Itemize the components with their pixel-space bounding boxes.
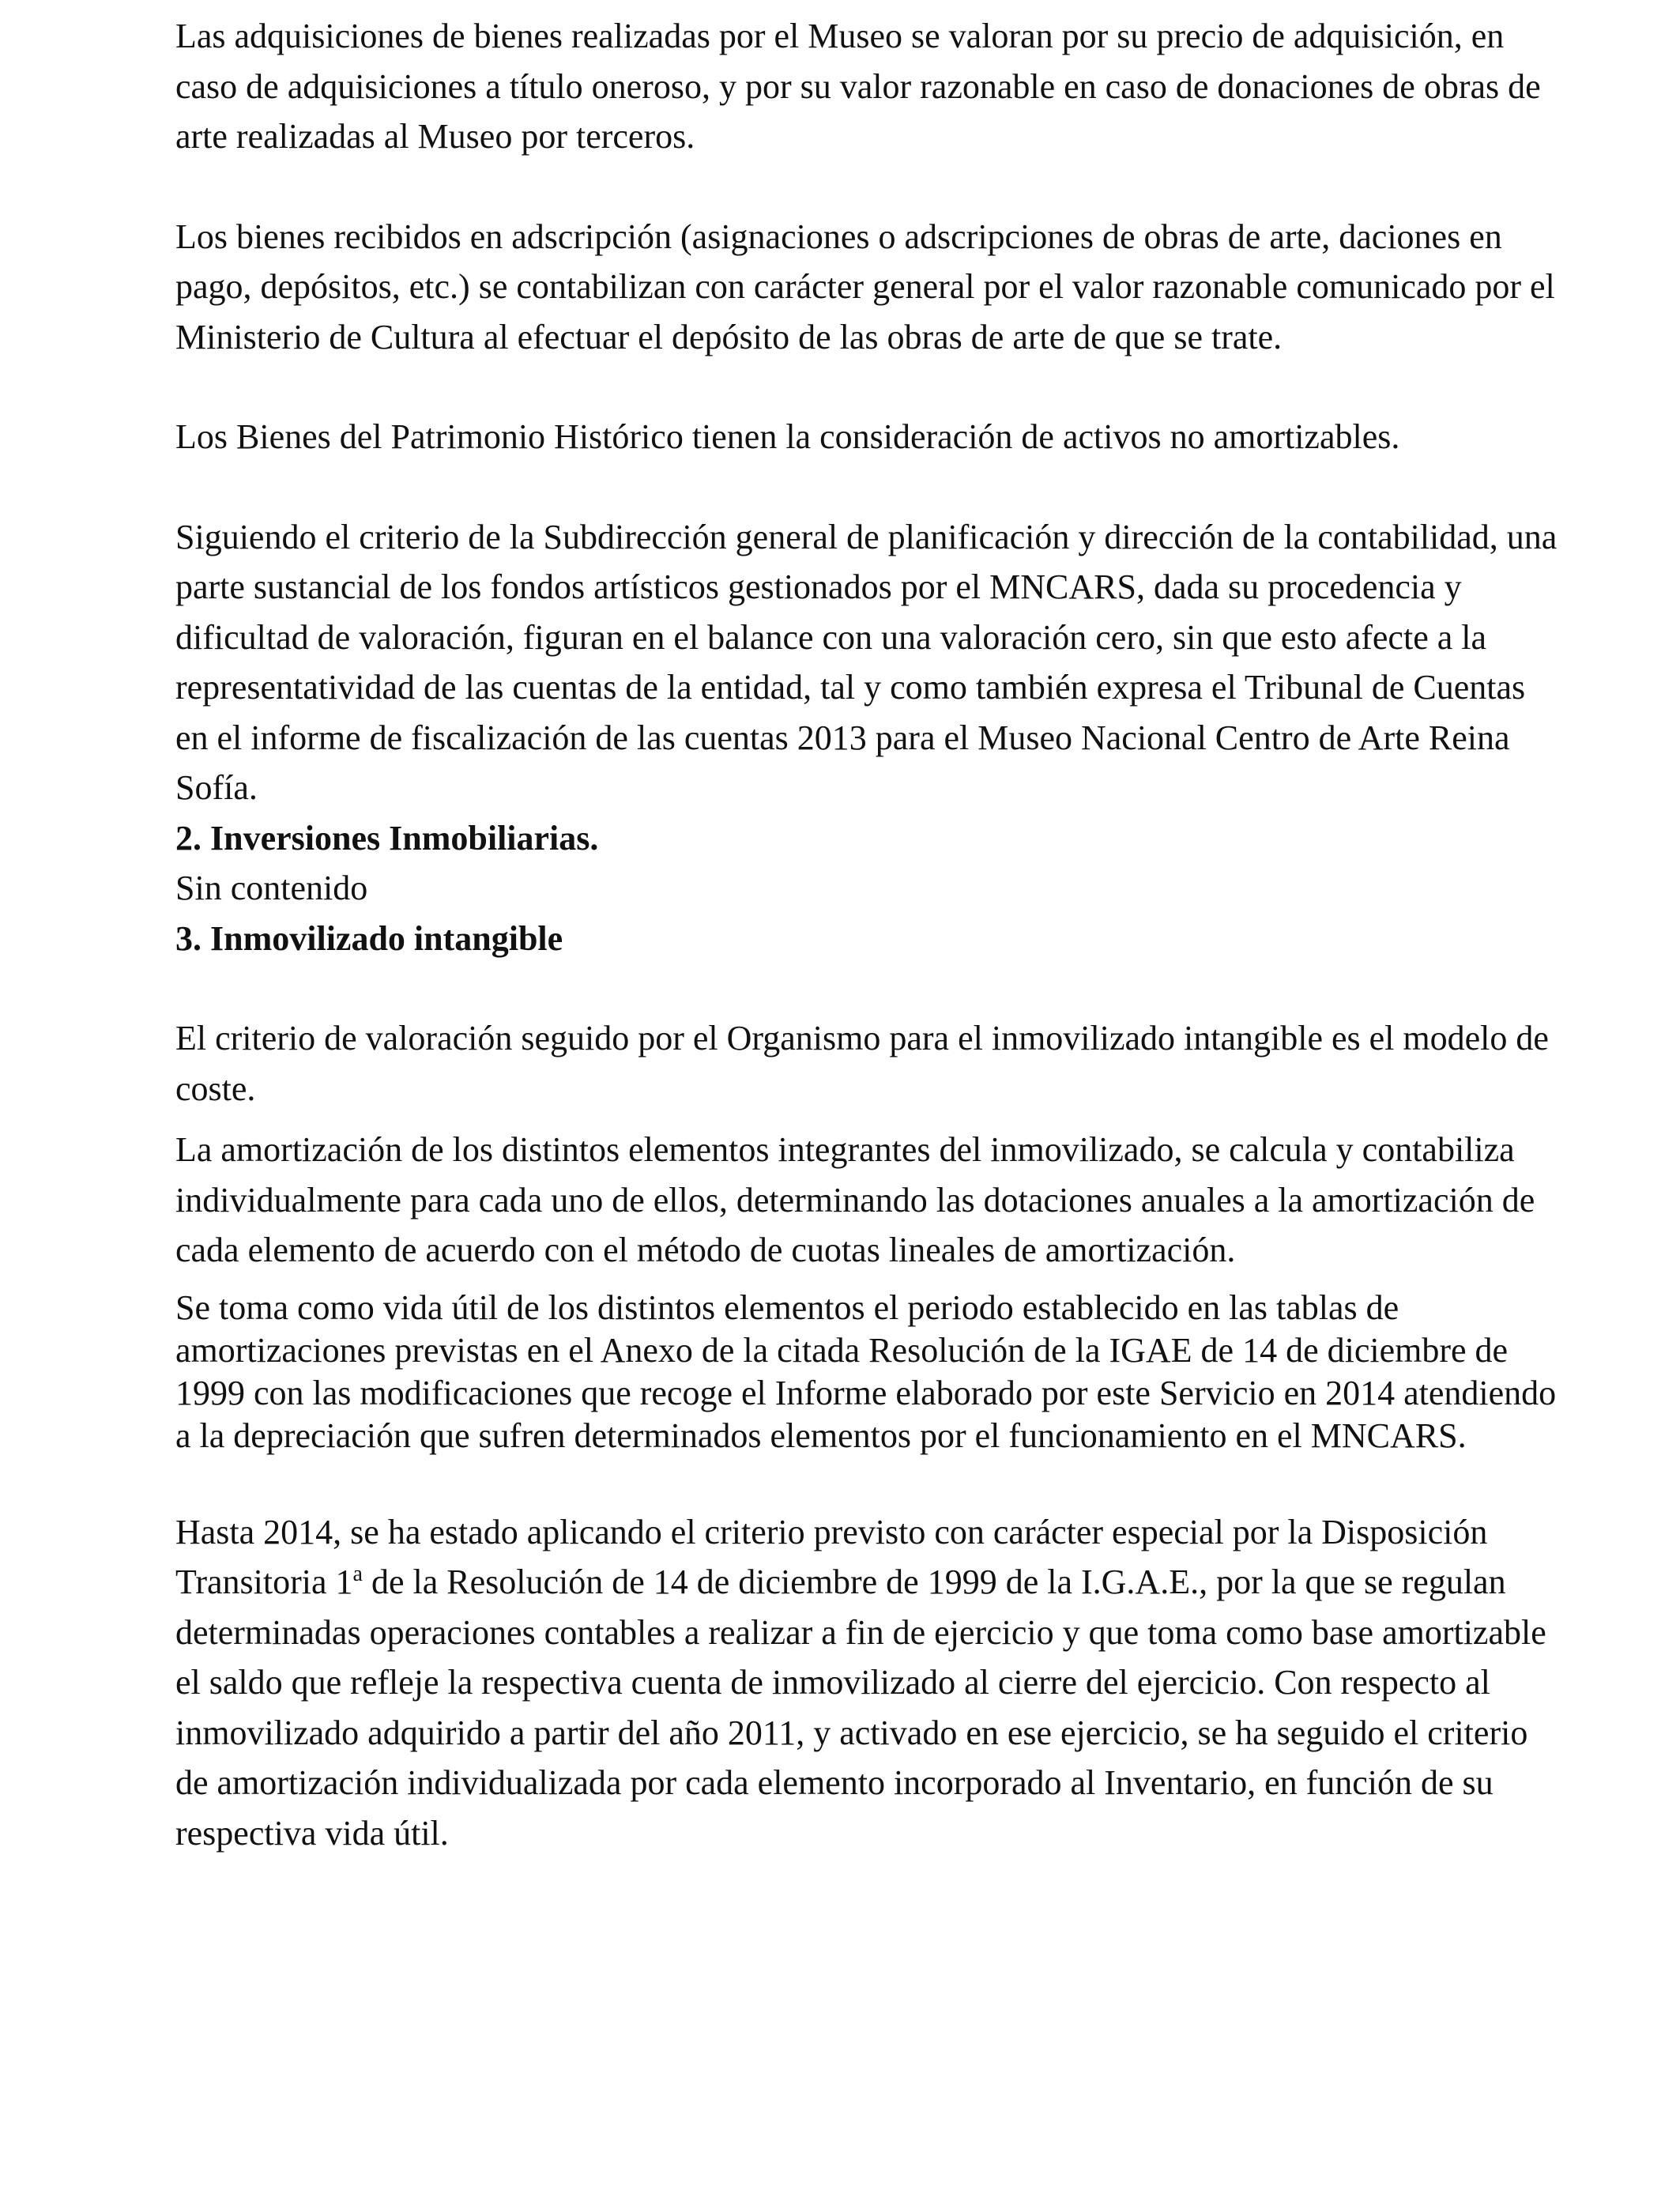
paragraph-adquisiciones: Las adquisiciones de bienes realizadas por el Museo se valoran por su precio de adquisición, en caso de adquisiciones a título oneroso, y por su valor razonable en caso de donaciones de obras de arte realizadas al Museo por terceros. <box>175 17 1541 156</box>
paragraph-patrimonio-historico: Los Bienes del Patrimonio Histórico tienen la consideración de activos no amortizables. <box>175 417 1400 456</box>
paragraph-hasta-2014-part-a: Hasta 2014, se ha estado aplicando el criterio previsto con carácter especial por la Disposición Transitoria 1 <box>175 1512 1488 1601</box>
paragraph-criterio-valoracion: El criterio de valoración seguido por el Organismo para el inmovilizado intangible es el modelo de coste. <box>175 1019 1549 1108</box>
paragraph-vida-util: Se toma como vida útil de los distintos elementos el periodo establecido en las tablas de amortizaciones previstas en el Anexo de la citada Resolución de la IGAE de 14 de diciembre de 1999 con las modificaciones que recoge el Informe elaborado por este Servicio en 2014 atendiendo a la depreciación que sufren determinados elementos por el funcionamiento en el MNCARS. <box>175 1287 1557 1455</box>
superscript-ordinal: a <box>352 1562 363 1586</box>
paragraph-hasta-2014-part-b: de la Resolución de 14 de diciembre de 1999 de la I.G.A.E., por la que se regulan determinadas operaciones contables a realizar a fin de ejercicio y que toma como base amortizable el saldo que refleje la respectiva cuenta de inmovilizado al cierre del ejercicio. Con respecto al inmovilizado adquirido a partir del año 2011, y activado en ese ejercicio, se ha seguido el criterio de amortización individualizada por cada elemento incorporado al Inventario, en función de su respectiva vida útil. <box>175 1563 1546 1853</box>
document-page <box>175 11 1566 1858</box>
paragraph-criterio-subdireccion: Siguiendo el criterio de la Subdirección general de planificación y dirección de la contabilidad, una parte sustancial de los fondos artísticos gestionados por el MNCARS, dada su procedencia y dificultad de valoración, figuran en el balance con una valoración cero, sin que esto afecte a la representatividad de las cuentas de la entidad, tal y como también expresa el Tribunal de Cuentas en el informe de fiscalización de las cuentas 2013 para el Museo Nacional Centro de Arte Reina Sofía. <box>175 517 1558 807</box>
section-heading-inversiones: 2. Inversiones Inmobiliarias. <box>175 818 599 858</box>
paragraph-hasta-2014 <box>175 1507 1566 1859</box>
paragraph-adscripcion: Los bienes recibidos en adscripción (asignaciones o adscripciones de obras de arte, daciones en pago, depósitos, etc.) se contabilizan con carácter general por el valor razonable comunicado por el Ministerio de Cultura al efectuar el depósito de las obras de arte de que se trate. <box>175 217 1555 356</box>
section-body-sin-contenido: Sin contenido <box>175 869 368 907</box>
paragraph-amortizacion: La amortización de los distintos elementos integrantes del inmovilizado, se calcula y contabiliza individualmente para cada uno de ellos, determinando las dotaciones anuales a la amortización de cada elemento de acuerdo con el método de cuotas lineales de amortización. <box>175 1130 1535 1269</box>
section-heading-inmovilizado: 3. Inmovilizado intangible <box>175 918 563 958</box>
